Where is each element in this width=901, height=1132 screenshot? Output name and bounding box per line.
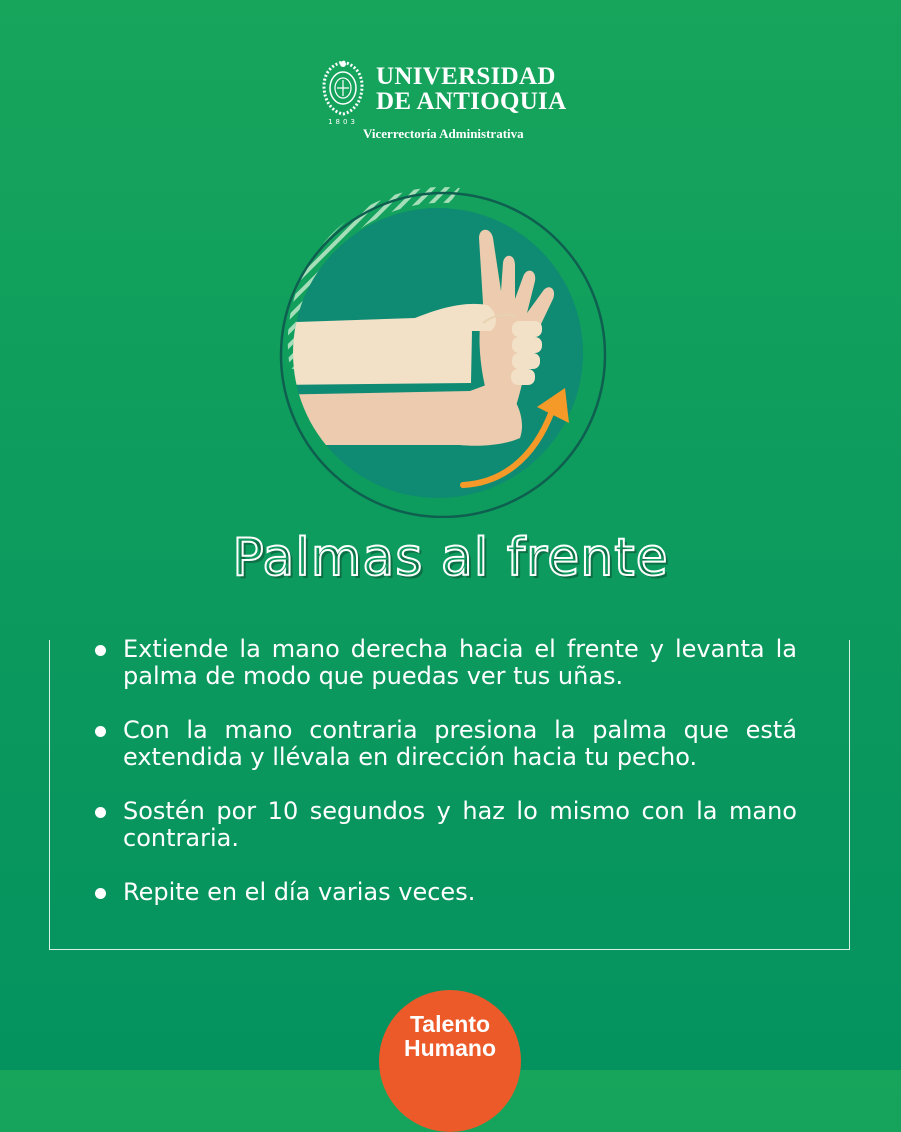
university-seal-icon xyxy=(318,58,368,126)
badge-line2: Humano xyxy=(404,1035,496,1061)
talento-humano-badge xyxy=(379,990,521,1132)
list-item: Repite en el día varias veces. xyxy=(92,879,797,906)
department-name: Vicerrectoría Administrativa xyxy=(363,126,524,141)
bullet-icon xyxy=(95,888,106,899)
wrist-stretch-illustration xyxy=(265,183,610,518)
badge-text xyxy=(379,1012,521,1060)
university-name-line1: UNIVERSIDAD xyxy=(376,63,556,90)
university-name-line2: DE ANTIOQUIA xyxy=(376,88,567,115)
badge-line1: Talento xyxy=(409,1011,491,1037)
list-item: Sostén por 10 segundos y haz lo mismo con la mano contraria. xyxy=(92,798,797,852)
instructions-list xyxy=(92,636,797,933)
list-item: Con la mano contraria presiona la palma que está extendida y llévala en dirección hacia tu pecho. xyxy=(92,717,797,771)
bullet-icon xyxy=(95,807,106,818)
exercise-title: Palmas al frente xyxy=(232,528,669,588)
list-item: Extiende la mano derecha hacia el frente y levanta la palma de modo que puedas ver tus uñas. xyxy=(92,636,797,690)
bullet-icon xyxy=(95,726,106,737)
university-logo xyxy=(318,58,588,148)
bullet-icon xyxy=(95,645,106,656)
university-name xyxy=(376,64,566,114)
svg-text:1803: 1803 xyxy=(328,118,358,126)
